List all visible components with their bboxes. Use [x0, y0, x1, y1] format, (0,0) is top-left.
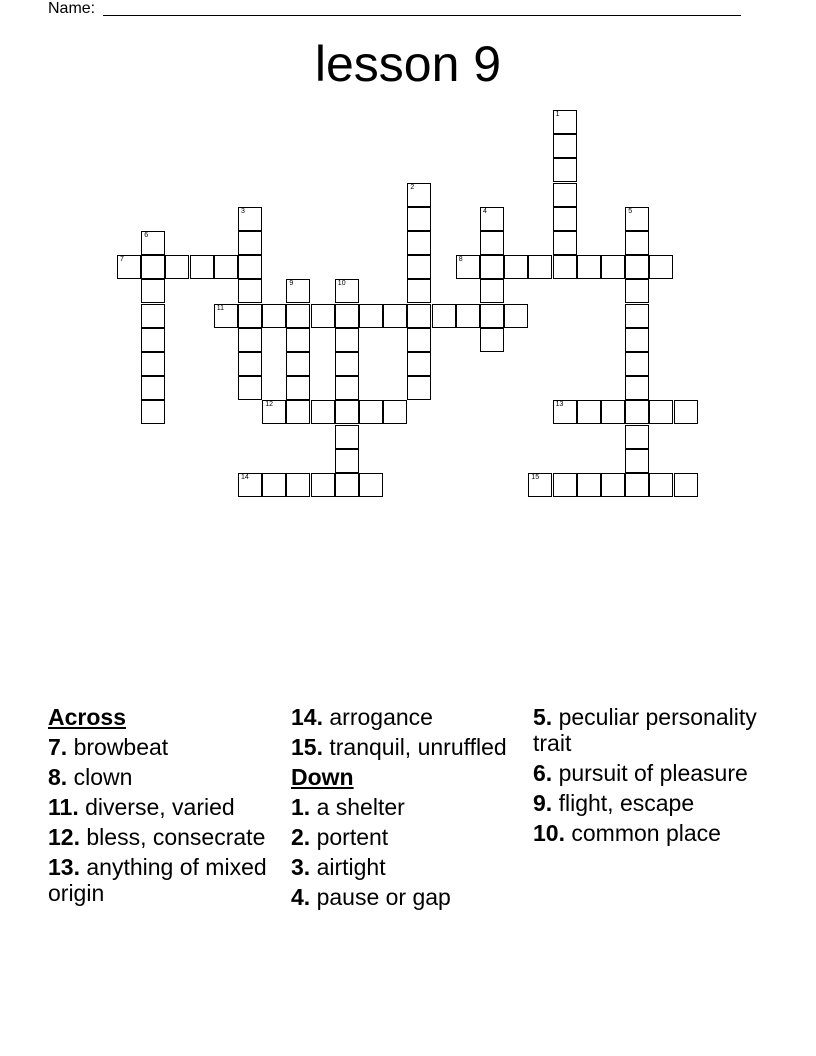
- clue-number-label: 14: [241, 474, 249, 481]
- crossword-cell[interactable]: [286, 473, 310, 497]
- clue-number: 2.: [291, 824, 311, 850]
- clue-text: common place: [571, 820, 721, 846]
- crossword-cell[interactable]: [407, 328, 431, 352]
- clue-number: 6.: [533, 760, 553, 786]
- clue-number: 12.: [48, 824, 80, 850]
- crossword-cell[interactable]: [359, 304, 383, 328]
- crossword-cell[interactable]: [141, 352, 165, 376]
- clue-across-11: [48, 794, 280, 820]
- clue-number: 3.: [291, 854, 311, 880]
- clue-text: tranquil, unruffled: [329, 734, 507, 760]
- crossword-cell[interactable]: [601, 255, 625, 279]
- clue-number: 15.: [291, 734, 323, 760]
- crossword-cell[interactable]: [577, 255, 601, 279]
- across-heading: Across: [48, 704, 126, 730]
- crossword-cell[interactable]: [383, 304, 407, 328]
- crossword-cell[interactable]: [335, 376, 359, 400]
- crossword-cell[interactable]: [577, 473, 601, 497]
- crossword-cell[interactable]: [625, 255, 649, 279]
- crossword-cell[interactable]: [504, 304, 528, 328]
- clue-across-14: [291, 704, 523, 730]
- clue-number: 14.: [291, 704, 323, 730]
- crossword-cell[interactable]: [335, 449, 359, 473]
- crossword-cell[interactable]: [286, 376, 310, 400]
- clue-text: peculiar personality trait: [533, 704, 757, 756]
- clue-number-label: 13: [555, 401, 564, 409]
- name-label: Name:: [48, 0, 96, 17]
- clue-text: a shelter: [316, 794, 405, 820]
- clue-text: diverse, varied: [85, 794, 235, 820]
- crossword-cell[interactable]: [214, 255, 238, 279]
- clue-text: pause or gap: [316, 884, 451, 910]
- crossword-cell[interactable]: [286, 304, 310, 328]
- crossword-cell[interactable]: [553, 400, 577, 424]
- crossword-grid: [0, 0, 816, 520]
- crossword-cell[interactable]: [480, 207, 504, 231]
- crossword-cell[interactable]: [625, 279, 649, 303]
- clue-text: arrogance: [329, 704, 433, 730]
- crossword-cell[interactable]: [238, 328, 262, 352]
- crossword-cell[interactable]: [311, 473, 335, 497]
- crossword-cell[interactable]: [286, 400, 310, 424]
- clue-down-4: [291, 884, 523, 910]
- crossword-cell[interactable]: [238, 304, 262, 328]
- crossword-cell[interactable]: [528, 255, 552, 279]
- crossword-cell[interactable]: [601, 400, 625, 424]
- crossword-cell[interactable]: [649, 400, 673, 424]
- crossword-cell[interactable]: [335, 304, 359, 328]
- clue-across-12: [48, 824, 280, 850]
- crossword-cell[interactable]: [238, 473, 262, 497]
- crossword-cell[interactable]: [553, 134, 577, 158]
- clue-number: 1.: [291, 794, 311, 820]
- clue-number-label: 12: [265, 401, 273, 409]
- crossword-cell[interactable]: [625, 400, 649, 424]
- crossword-cell[interactable]: [141, 279, 165, 303]
- crossword-cell[interactable]: [359, 400, 383, 424]
- crossword-cell[interactable]: [625, 425, 649, 449]
- clue-number: 13.: [48, 854, 80, 880]
- crossword-cell[interactable]: [553, 207, 577, 231]
- crossword-cell[interactable]: [625, 376, 649, 400]
- clue-number-label: 11: [216, 304, 225, 312]
- crossword-cell[interactable]: [480, 304, 504, 328]
- crossword-cell[interactable]: [456, 255, 480, 279]
- crossword-cell[interactable]: [553, 110, 577, 134]
- clue-across-8: [48, 764, 280, 790]
- crossword-cell[interactable]: [286, 352, 310, 376]
- crossword-cell[interactable]: [286, 279, 310, 303]
- crossword-cell[interactable]: [141, 400, 165, 424]
- crossword-cell[interactable]: [407, 255, 431, 279]
- clue-number-label: 15: [531, 474, 540, 481]
- crossword-cell[interactable]: [504, 255, 528, 279]
- clue-number: 7.: [48, 734, 68, 760]
- crossword-cell[interactable]: [480, 255, 504, 279]
- crossword-cell[interactable]: [286, 328, 310, 352]
- clue-number-label: 7: [120, 256, 124, 264]
- crossword-cell[interactable]: [407, 304, 431, 328]
- crossword-cell[interactable]: [553, 158, 577, 182]
- crossword-cell[interactable]: [480, 231, 504, 255]
- clue-text: browbeat: [73, 734, 169, 760]
- crossword-cell[interactable]: [141, 231, 165, 255]
- crossword-cell[interactable]: [141, 304, 165, 328]
- crossword-cell[interactable]: [141, 376, 165, 400]
- clue-number: 5.: [533, 704, 553, 730]
- clue-across-7: [48, 734, 280, 760]
- clue-number: 4.: [291, 884, 311, 910]
- crossword-cell[interactable]: [601, 473, 625, 497]
- crossword-cell[interactable]: [335, 279, 359, 303]
- clue-down-3: [291, 854, 523, 880]
- crossword-cell[interactable]: [674, 400, 698, 424]
- crossword-cell[interactable]: [335, 352, 359, 376]
- crossword-cell[interactable]: [311, 304, 335, 328]
- crossword-cell[interactable]: [238, 231, 262, 255]
- crossword-cell[interactable]: [625, 473, 649, 497]
- crossword-cell[interactable]: [432, 304, 456, 328]
- crossword-cell[interactable]: [262, 473, 286, 497]
- crossword-cell[interactable]: [625, 352, 649, 376]
- crossword-cell[interactable]: [407, 279, 431, 303]
- clue-down-9: [533, 790, 765, 816]
- crossword-cell[interactable]: [553, 473, 577, 497]
- clue-number-label: 2: [410, 183, 415, 191]
- crossword-cell[interactable]: [141, 328, 165, 352]
- crossword-cell[interactable]: [238, 279, 262, 303]
- clue-number-label: 1: [555, 111, 560, 118]
- clue-number-label: 8: [458, 256, 463, 264]
- clue-text: airtight: [316, 854, 386, 880]
- crossword-cell[interactable]: [238, 376, 262, 400]
- down-heading: Down: [291, 764, 354, 790]
- crossword-cell[interactable]: [577, 400, 601, 424]
- clue-text: clown: [73, 764, 133, 790]
- clue-column-2: [291, 704, 523, 914]
- crossword-cell[interactable]: [238, 255, 262, 279]
- crossword-cell[interactable]: [407, 376, 431, 400]
- crossword-cell[interactable]: [190, 255, 214, 279]
- clue-text: pursuit of pleasure: [558, 760, 748, 786]
- clue-column-3: [533, 704, 765, 850]
- clue-number-label: 5: [628, 207, 633, 215]
- crossword-cell[interactable]: [262, 304, 286, 328]
- crossword-cell[interactable]: [674, 473, 698, 497]
- crossword-cell[interactable]: [238, 207, 262, 231]
- clue-number-label: 9: [289, 280, 294, 288]
- clue-across-13: [48, 854, 280, 906]
- crossword-cell[interactable]: [359, 473, 383, 497]
- crossword-cell[interactable]: [165, 255, 189, 279]
- clue-number-label: 10: [337, 280, 346, 288]
- clue-number: 8.: [48, 764, 68, 790]
- clue-down-6: [533, 760, 765, 786]
- crossword-cell[interactable]: [407, 207, 431, 231]
- clue-text: portent: [316, 824, 389, 850]
- crossword-cell[interactable]: [311, 400, 335, 424]
- clue-number: 11.: [48, 794, 79, 820]
- crossword-cell[interactable]: [335, 328, 359, 352]
- clue-across-15: [291, 734, 523, 760]
- crossword-cell[interactable]: [335, 473, 359, 497]
- crossword-cell[interactable]: [649, 473, 673, 497]
- crossword-cell[interactable]: [214, 304, 238, 328]
- crossword-cell[interactable]: [480, 328, 504, 352]
- crossword-cell[interactable]: [117, 255, 141, 279]
- crossword-cell[interactable]: [407, 231, 431, 255]
- clue-down-10: [533, 820, 765, 846]
- clue-number: 9.: [533, 790, 553, 816]
- crossword-cell[interactable]: [383, 400, 407, 424]
- clue-text: flight, escape: [558, 790, 695, 816]
- crossword-cell[interactable]: [262, 400, 286, 424]
- crossword-cell[interactable]: [480, 279, 504, 303]
- crossword-cell[interactable]: [625, 304, 649, 328]
- crossword-cell[interactable]: [335, 425, 359, 449]
- clue-number-label: 6: [144, 232, 149, 239]
- crossword-cell[interactable]: [456, 304, 480, 328]
- crossword-cell[interactable]: [553, 231, 577, 255]
- crossword-cell[interactable]: [625, 328, 649, 352]
- crossword-cell[interactable]: [553, 183, 577, 207]
- crossword-cell[interactable]: [141, 255, 165, 279]
- clue-down-1: [291, 794, 523, 820]
- clue-number: 10.: [533, 820, 565, 846]
- page-title: lesson 9: [314, 36, 502, 92]
- crossword-cell[interactable]: [649, 255, 673, 279]
- clue-text: anything of mixed origin: [48, 854, 267, 906]
- crossword-cell[interactable]: [553, 255, 577, 279]
- clue-number-label: 3: [241, 207, 245, 215]
- clue-number-label: 4: [483, 207, 487, 215]
- crossword-cell[interactable]: [625, 207, 649, 231]
- crossword-cell[interactable]: [625, 231, 649, 255]
- crossword-cell[interactable]: [407, 183, 431, 207]
- clue-down-5: [533, 704, 765, 756]
- clue-text: bless, consecrate: [86, 824, 266, 850]
- crossword-cell[interactable]: [625, 449, 649, 473]
- crossword-cell[interactable]: [407, 352, 431, 376]
- clue-down-2: [291, 824, 523, 850]
- crossword-cell[interactable]: [528, 473, 552, 497]
- clue-column-1: [48, 704, 280, 910]
- crossword-cell[interactable]: [335, 400, 359, 424]
- crossword-cell[interactable]: [238, 352, 262, 376]
